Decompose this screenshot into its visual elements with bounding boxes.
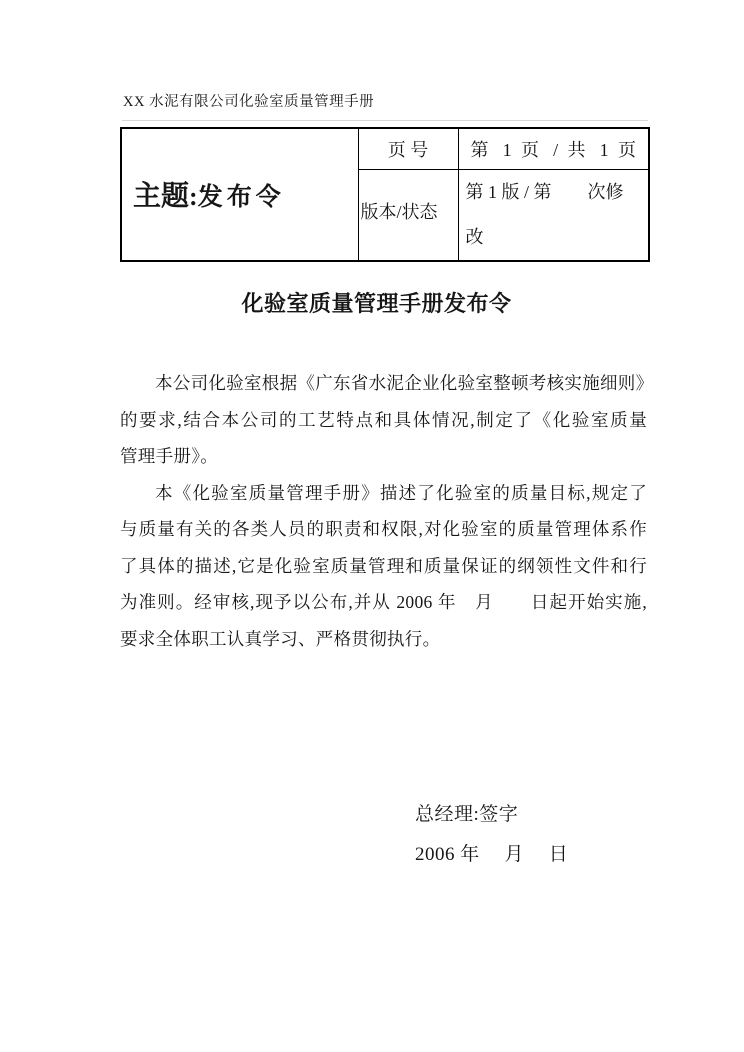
paragraph-line: 为准则。经审核,现予以公布,并从 2006 年 月 日起开始实施, [120,592,647,612]
version-status-label: 版本/状态 [358,169,458,261]
page-number-label: 页 号 [358,128,458,169]
document-body [120,365,654,657]
paragraph-line: 本公司化验室根据《广东省水泥企业化验室整顿考核实施细则》 [155,373,654,393]
paragraph-line: 本《化验室质量管理手册》描述了化验室的质量目标,规定了 [155,482,647,503]
document-info-table [120,127,650,262]
page-number-value-cell [458,128,649,169]
version-status-value-cell [458,169,649,261]
page-number-value: 第 1 页 / 共 1 页 [470,139,636,160]
subject-colon: : [189,182,198,212]
paragraph-line: 管理手册》。 [120,446,219,466]
subject-label: 主题 [133,180,190,212]
header-divider [122,120,648,121]
paragraph-line: 了具体的描述,它是化验室质量管理和质量保证的纲领性文件和行 [120,555,647,576]
paragraph-line: 与质量有关的各类人员的职责和权限,对化验室的质量管理体系作 [120,519,647,539]
subject-value: 发布令 [197,184,285,212]
subject-cell [121,128,358,261]
signature-block [415,795,568,875]
signature-date-line: 2006 年 月 日 [415,844,569,865]
version-status-value: 第 1 版 / 第 次修改 [465,181,624,247]
table-row [121,128,649,169]
paragraph-line: 要求全体职工认真学习、严格贯彻执行。 [120,628,441,649]
document-title: 化验室质量管理手册发布令 [241,291,512,316]
signature-line: 总经理:签字 [415,804,519,825]
paragraph-line: 的要求,结合本公司的工艺特点和具体情况,制定了《化验室质量 [120,409,647,430]
page-header-title: XX 水泥有限公司化验室质量管理手册 [123,94,375,110]
